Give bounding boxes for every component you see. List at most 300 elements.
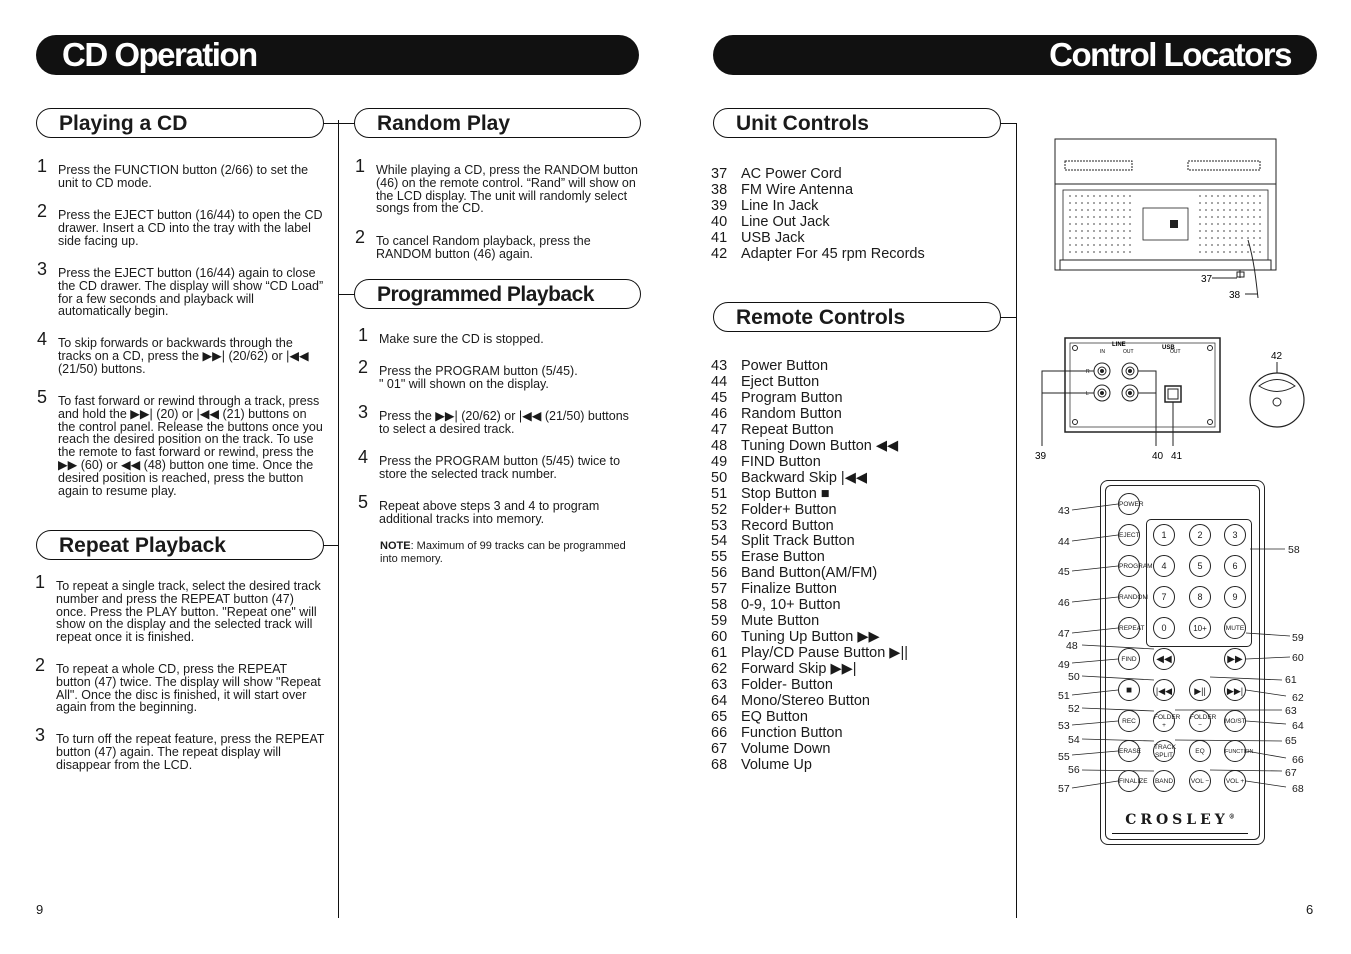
item-label: Function Button [741,724,843,741]
item-label: Volume Up [741,756,812,773]
adapter-45-diagram [1245,345,1310,435]
step-text: Press the EJECT button (16/44) again to close the CD drawer. The display will show “CD Load” for a few seconds and playback will automatically begin. [58,266,324,319]
grille-hole [1093,216,1095,218]
grille-hole [1129,237,1131,239]
item-number: 67 [711,740,728,757]
item-number: 45 [711,389,728,406]
grille-hole [1111,216,1113,218]
step-text: Make sure the CD is stopped. [379,332,544,346]
grille-hole [1105,209,1107,211]
remote-controls-heading: Remote Controls [736,306,906,329]
unit-rear-diagram [1040,130,1300,305]
grille-hole [1123,202,1125,204]
stop-button[interactable]: ■ [1118,679,1140,701]
heading-connector [323,545,339,546]
item-number: 57 [711,581,728,598]
grille-hole [1223,195,1225,197]
grille-hole [1217,237,1219,239]
key-4[interactable]: 4 [1153,555,1175,577]
page-number-left: 9 [36,902,44,917]
item-label: Mono/Stereo Button [741,693,870,710]
folder-minus-button[interactable]: FOLDER − [1189,710,1211,732]
grille-hole [1093,202,1095,204]
list-item [711,391,908,407]
item-number: 48 [711,437,728,454]
usb-out-label: OUT [1170,349,1181,355]
key-9[interactable]: 9 [1224,586,1246,608]
jack-out-label: OUT [1123,349,1134,355]
grille-hole [1123,209,1125,211]
grille-hole [1075,230,1077,232]
forward-skip-button[interactable]: ▶▶| [1224,679,1246,701]
step-text: Press the PROGRAM button (5/45). " 01" will shown on the display. [379,364,578,391]
grille-hole [1069,251,1071,253]
grille-hole [1235,202,1237,204]
grille-hole [1105,195,1107,197]
grille-hole [1069,230,1071,232]
random-button[interactable]: RANDOM [1118,586,1140,608]
list-item [711,407,908,423]
item-label: Repeat Button [741,421,834,438]
key-0[interactable]: 0 [1153,617,1175,639]
callout-40: 40 [1152,451,1164,462]
grille-hole [1229,209,1231,211]
grille-hole [1259,251,1261,253]
list-item [711,710,908,726]
play-pause-button[interactable]: ▶|| [1189,679,1211,701]
grille-hole [1129,223,1131,225]
grille-hole [1241,202,1243,204]
callout-41: 41 [1171,451,1183,462]
grille-hole [1247,230,1249,232]
item-number: 66 [711,724,728,741]
track-split-button[interactable]: TRACK SPLIT [1153,740,1175,762]
mono-stereo-button[interactable]: MO/ST [1224,710,1246,732]
item-label: Line In Jack [741,197,819,214]
key-5[interactable]: 5 [1189,555,1211,577]
callout-59: 59 [1292,632,1304,644]
grille-hole [1123,195,1125,197]
item-number: 49 [711,453,728,470]
grille-hole [1075,216,1077,218]
item-number: 40 [711,213,728,230]
grille-hole [1253,237,1255,239]
grille-hole [1229,251,1231,253]
grille-hole [1087,202,1089,204]
rec-button[interactable]: REC [1118,710,1140,732]
key-6[interactable]: 6 [1224,555,1246,577]
grille-hole [1069,216,1071,218]
callout-46: 46 [1058,597,1070,609]
item-label: Record Button [741,517,834,534]
list-item [711,439,908,455]
grille-hole [1087,223,1089,225]
grille-hole [1129,195,1131,197]
key-7[interactable]: 7 [1153,586,1175,608]
remote-callout-lines [1050,490,1310,800]
grille-hole [1199,216,1201,218]
item-number: 37 [711,166,728,182]
item-label: Random Button [741,405,842,422]
cd-operation-banner [36,35,639,75]
item-label: Erase Button [741,549,825,566]
grille-hole [1229,216,1231,218]
grille-hole [1075,202,1077,204]
list-item [711,646,908,662]
grille-hole [1235,209,1237,211]
item-label: Mute Button [741,613,820,630]
callout-62: 62 [1292,692,1304,704]
step-text: To skip forwards or backwards through the tracks on a CD, press the ▶▶| (20/62) or |◀◀ (21/50) buttons. [58,336,309,376]
item-label: Folder- Button [741,677,833,694]
list-item [711,678,908,694]
item-label: EQ Button [741,708,808,725]
item-label: Line Out Jack [741,213,830,230]
grille-hole [1235,223,1237,225]
callout-45: 45 [1058,566,1070,578]
grille-hole [1087,216,1089,218]
item-label: USB Jack [741,229,805,246]
list-item [711,742,908,758]
grille-hole [1087,230,1089,232]
step-number: 4 [37,329,48,349]
item-number: 38 [711,181,728,198]
grille-hole [1099,202,1101,204]
grille-hole [1087,209,1089,211]
list-item [711,630,908,646]
grille-hole [1205,209,1207,211]
grille-hole [1117,202,1119,204]
section-heading-remote-controls [713,302,1001,332]
erase-button[interactable]: ERASE [1118,740,1140,762]
key-8[interactable]: 8 [1189,586,1211,608]
grille-hole [1235,251,1237,253]
grille-hole [1199,244,1201,246]
grille-hole [1247,237,1249,239]
list-item [711,487,908,503]
grille-hole [1205,216,1207,218]
grille-hole [1205,230,1207,232]
step-number: 2 [35,655,46,675]
callout-67: 67 [1285,767,1297,779]
item-number: 61 [711,645,728,662]
grille-hole [1241,216,1243,218]
grille-hole [1123,251,1125,253]
grille-hole [1229,223,1231,225]
grille-hole [1217,244,1219,246]
grille-hole [1229,202,1231,204]
grille-hole [1241,244,1243,246]
key-1[interactable]: 1 [1153,524,1175,546]
list-item [711,662,908,678]
step-text: Press the PROGRAM button (5/45) twice to store the selected track number. [379,454,621,481]
grille-hole [1081,216,1083,218]
callout-51: 51 [1058,690,1070,702]
list-item [711,167,925,183]
tuning-down-button[interactable]: ◀◀ [1153,648,1175,670]
grille-hole [1129,202,1131,204]
step-number: 4 [358,447,369,467]
repeat-button[interactable]: REPEAT [1118,617,1140,639]
item-number: 43 [711,358,728,374]
grille-hole [1211,251,1213,253]
mute-button[interactable]: MUTE [1224,617,1246,639]
grille-hole [1253,209,1255,211]
list-item [711,614,908,630]
grille-hole [1129,244,1131,246]
grille-hole [1099,251,1101,253]
item-number: 58 [711,597,728,614]
section-heading-playing-cd [36,108,324,138]
grille-hole [1081,223,1083,225]
grille-hole [1093,251,1095,253]
logo-rule [1112,833,1248,834]
item-label: 0-9, 10+ Button [741,597,841,614]
callout-49: 49 [1058,659,1070,671]
grille-hole [1069,223,1071,225]
backward-skip-button[interactable]: |◀◀ [1153,679,1175,701]
step-number: 3 [37,259,48,279]
callout-57: 57 [1058,783,1070,795]
program-button[interactable]: PROGRAM [1118,555,1140,577]
grille-hole [1081,202,1083,204]
grille-hole [1235,237,1237,239]
grille-hole [1123,216,1125,218]
grille-hole [1199,223,1201,225]
grille-hole [1247,209,1249,211]
grille-hole [1117,223,1119,225]
grille-hole [1247,195,1249,197]
control-locators-banner [713,35,1317,75]
list-item [711,582,908,598]
grille-hole [1093,209,1095,211]
grille-hole [1253,223,1255,225]
callout-50: 50 [1068,671,1080,683]
grille-hole [1235,230,1237,232]
item-number: 59 [711,613,728,630]
grille-hole [1105,223,1107,225]
usb-label: USB [1162,345,1175,351]
volume-down-button[interactable]: VOL − [1189,770,1211,792]
callout-60: 60 [1292,652,1304,664]
item-number: 68 [711,756,728,773]
grille-hole [1235,244,1237,246]
grille-hole [1117,209,1119,211]
find-button[interactable]: FIND [1118,648,1140,670]
programmed-heading: Programmed Playback [377,283,594,306]
item-number: 60 [711,629,728,646]
eq-button[interactable]: EQ [1189,740,1211,762]
callout-52: 52 [1068,703,1080,715]
section-heading-random [354,108,641,138]
step-number: 1 [35,572,46,592]
grille-hole [1223,244,1225,246]
grille-hole [1241,195,1243,197]
grille-hole [1105,202,1107,204]
grille-hole [1223,223,1225,225]
item-number: 64 [711,693,728,710]
heading-connector [339,123,355,124]
item-label: Forward Skip ▶▶| [741,661,857,678]
list-item [711,423,908,439]
grille-hole [1217,202,1219,204]
step-text: While playing a CD, press the RANDOM button (46) on the remote control. “Rand” will show on the LCD display. The unit will randomly select songs from the CD. [376,163,638,216]
grille-hole [1199,202,1201,204]
key-10plus[interactable]: 10+ [1189,617,1211,639]
grille-hole [1093,237,1095,239]
grille-hole [1253,195,1255,197]
callout-66: 66 [1292,754,1304,766]
unit-controls-list [711,167,925,263]
grille-hole [1229,237,1231,239]
item-number: 63 [711,677,728,694]
item-number: 62 [711,661,728,678]
list-item [711,471,908,487]
item-label: Tuning Up Button ▶▶ [741,629,880,646]
callout-53: 53 [1058,720,1070,732]
repeat-heading: Repeat Playback [59,534,226,557]
item-label: Adapter For 45 rpm Records [741,245,925,262]
grille-hole [1093,230,1095,232]
grille-hole [1211,209,1213,211]
grille-hole [1223,216,1225,218]
callout-38: 38 [1229,290,1241,301]
grille-hole [1253,230,1255,232]
grille-hole [1105,237,1107,239]
list-item [711,375,908,391]
list-item [711,726,908,742]
grille-hole [1093,195,1095,197]
playing-heading: Playing a CD [59,112,188,135]
grille-hole [1241,237,1243,239]
grille-hole [1259,230,1261,232]
step-text: Press the ▶▶| (20/62) or |◀◀ (21/50) buttons to select a desired track. [379,409,629,436]
grille-hole [1241,223,1243,225]
section-heading-repeat [36,530,324,560]
grille-hole [1247,223,1249,225]
step-text: To cancel Random playback, press the RANDOM button (46) again. [376,234,591,261]
item-number: 52 [711,501,728,518]
random-heading: Random Play [377,112,511,135]
step-text: To repeat a whole CD, press the REPEAT button (47) twice. The display will show "Repeat All". Once the disc is finished, it will start over again from the beginning. [56,662,321,715]
grille-hole [1199,209,1201,211]
list-item [711,519,908,535]
callout-55: 55 [1058,751,1070,763]
item-label: Split Track Button [741,533,855,550]
step-number: 1 [355,156,366,176]
remote-brand-logo [1110,812,1250,828]
grille-hole [1217,223,1219,225]
grille-hole [1223,202,1225,204]
item-label: Backward Skip |◀◀ [741,469,867,486]
grille-hole [1229,244,1231,246]
band-button[interactable]: BAND [1153,770,1175,792]
grille-hole [1205,237,1207,239]
item-label: Folder+ Button [741,501,837,518]
brand-name: CROSLEY [1125,812,1229,828]
grille-hole [1259,244,1261,246]
grille-hole [1093,244,1095,246]
grille-hole [1117,251,1119,253]
grille-hole [1087,244,1089,246]
grille-hole [1075,223,1077,225]
callout-61: 61 [1285,674,1297,686]
grille-hole [1223,209,1225,211]
grille-hole [1081,209,1083,211]
item-label: Finalize Button [741,581,837,598]
jack-r-label: R [1086,369,1090,375]
heading-connector [1000,123,1016,124]
page-number-right: 6 [1306,902,1314,917]
tuning-up-button[interactable]: ▶▶ [1224,648,1246,670]
list-item [711,534,908,550]
item-number: 65 [711,708,728,725]
grille-hole [1129,209,1131,211]
list-item [711,758,908,774]
step-number: 3 [35,725,46,745]
note-text: : Maximum of 99 tracks can be programmed into memory. [380,540,626,565]
jack-in-label: IN [1100,349,1105,355]
step-text: Press the FUNCTION button (2/66) to set the unit to CD mode. [58,163,309,190]
grille-hole [1075,195,1077,197]
finalize-button[interactable]: FINALIZE [1118,770,1140,792]
grille-hole [1123,244,1125,246]
item-label: Band Button(AM/FM) [741,565,878,582]
callout-56: 56 [1068,764,1080,776]
grille-hole [1123,237,1125,239]
heading-connector [323,123,339,124]
heading-connector [339,294,355,295]
grille-hole [1223,237,1225,239]
grille-hole [1199,230,1201,232]
key-3[interactable]: 3 [1224,524,1246,546]
grille-hole [1199,237,1201,239]
grille-hole [1099,209,1101,211]
grille-hole [1099,223,1101,225]
grille-hole [1211,202,1213,204]
heading-connector [1000,317,1016,318]
list-item [711,199,925,215]
callout-43: 43 [1058,505,1070,517]
grille-hole [1123,230,1125,232]
item-number: 41 [711,229,728,246]
key-2[interactable]: 2 [1189,524,1211,546]
step-text: To turn off the repeat feature, press the REPEAT button (47) again. The repeat display will disappear from the LCD. [56,732,325,772]
volume-up-button[interactable]: VOL + [1224,770,1246,792]
grille-hole [1259,237,1261,239]
power-button[interactable]: POWER [1118,493,1140,515]
step-text: Repeat above steps 3 and 4 to program additional tracks into memory. [379,499,600,526]
grille-hole [1075,209,1077,211]
grille-hole [1211,230,1213,232]
grille-hole [1111,230,1113,232]
item-label: Play/CD Pause Button ▶|| [741,645,908,662]
grille-hole [1129,251,1131,253]
list-item [711,694,908,710]
grille-hole [1205,202,1207,204]
program-note [380,540,640,566]
grille-hole [1075,251,1077,253]
function-button[interactable]: FUNCTION [1224,740,1246,762]
eject-button[interactable]: EJECT [1118,524,1140,546]
grille-hole [1211,244,1213,246]
callout-63: 63 [1285,705,1297,717]
folder-plus-button[interactable]: FOLDER + [1153,710,1175,732]
jack-panel-diagram [1030,333,1230,468]
step-text: To repeat a single track, select the desired track number and press the REPEAT button (47) once. Press the PLAY button. "Repeat one" will show on the display and the selected track will repeat once it is finished. [56,579,321,645]
grille-hole [1253,251,1255,253]
grille-hole [1105,251,1107,253]
